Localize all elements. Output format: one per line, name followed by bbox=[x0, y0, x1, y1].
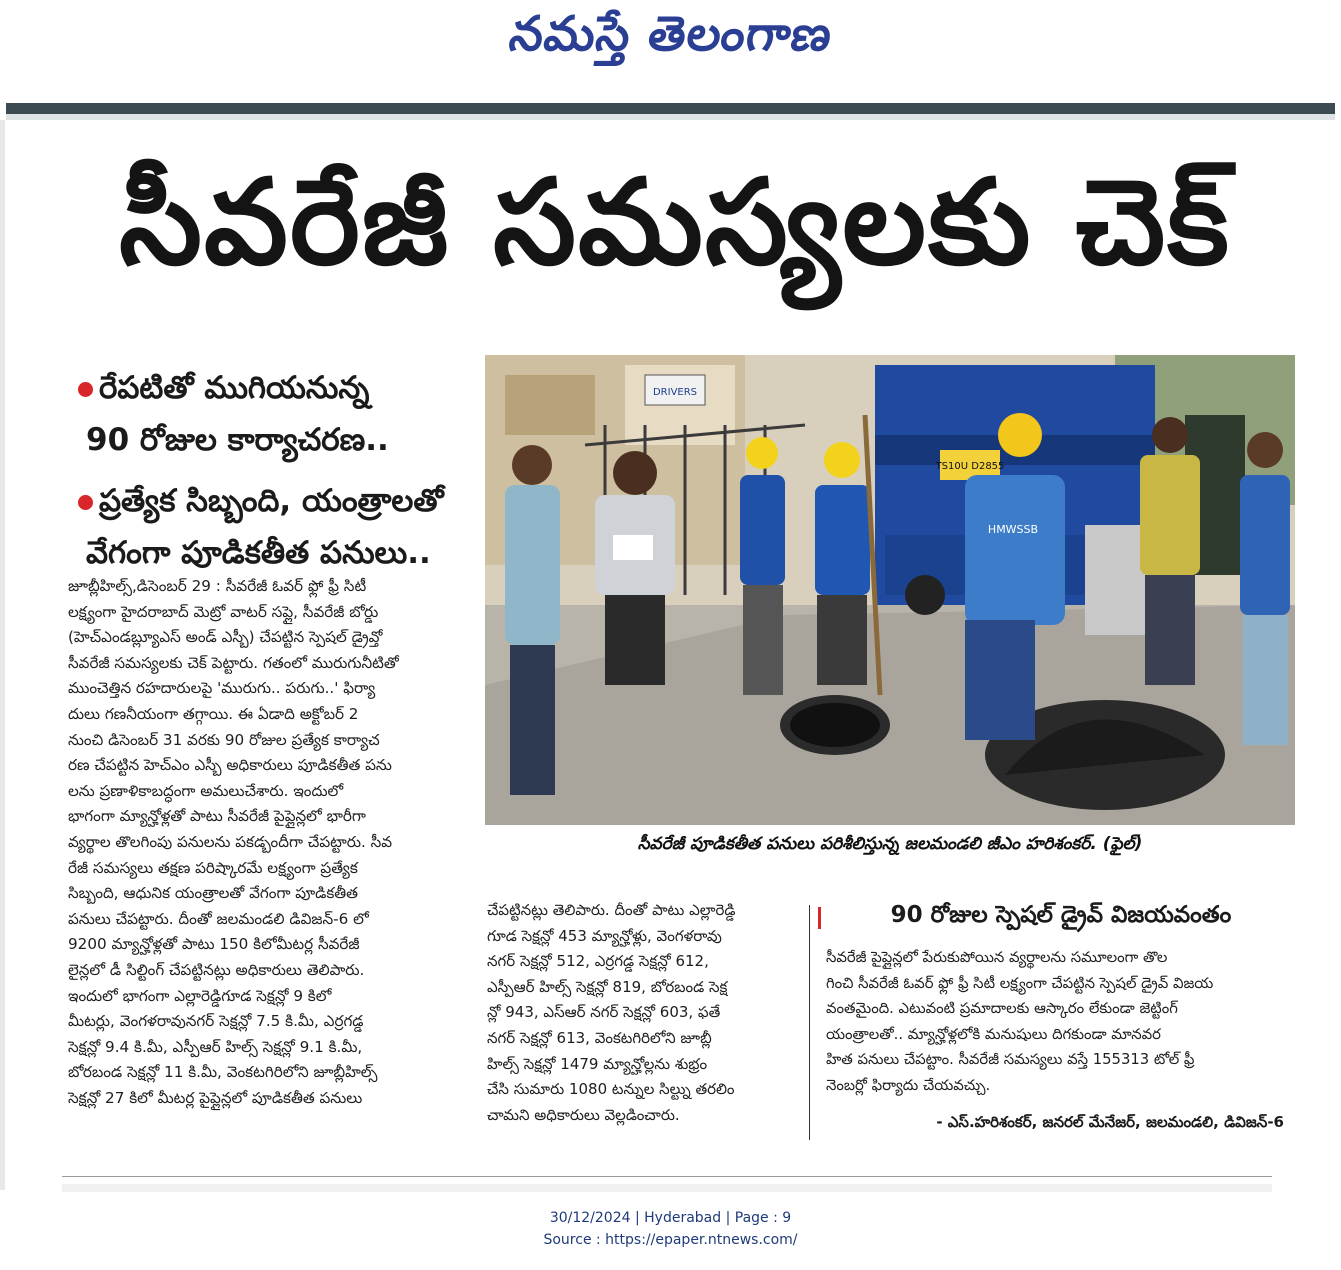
sidebar-signoff: - ఎస్.హరిశంకర్, జనరల్ మేనేజర్, జలమండలి, డివిజన్-6 bbox=[936, 1113, 1284, 1131]
masthead-title: నమస్తే తెలంగాణ bbox=[506, 6, 837, 62]
sidebar-line: యంత్రాలతో.. మ్యాన్హోళ్లలోకి మనుషులు దిగకుండా మానవర bbox=[826, 1025, 1161, 1043]
footer-source[interactable]: Source : https://epaper.ntnews.com/ bbox=[543, 1232, 798, 1248]
photo-caption: సీవరేజీ పూడికతీత పనులు పరిశీలిస్తున్న జలమండలి జీఎం హరిశంకర్. (ఫైల్) bbox=[637, 834, 1143, 854]
masthead-rule bbox=[6, 103, 1335, 114]
article-line: రేజీ సమస్యలు తక్షణ పరిష్కారమే లక్ష్యంగా ప్రత్యేక bbox=[68, 858, 358, 877]
sidebar-accent bbox=[818, 907, 821, 929]
article-line: న్లో 943, ఎస్ఆర్ నగర్ సెక్షన్లో 603, ఫతే bbox=[487, 1003, 721, 1022]
masthead-rule-shadow bbox=[6, 114, 1335, 120]
article-line: నగర్ సెక్షన్లో 512, ఎర్రగడ్డ సెక్షన్లో 612, bbox=[487, 952, 709, 971]
article-line: 9200 మ్యాన్హోళ్లతో పాటు 150 కిలోమీటర్ల సీవరేజీ bbox=[68, 935, 360, 954]
bullet-1 bbox=[78, 370, 369, 413]
article-column-1 bbox=[68, 574, 468, 1111]
column-divider bbox=[809, 905, 810, 1140]
article-line: రణ చేపట్టిన హెచ్ఎం ఎస్బీ అధికారులు పూడికతీత పను bbox=[68, 756, 392, 775]
article-line: లక్ష్యంగా హైదరాబాద్ మెట్రో వాటర్ సప్లై, సీవరేజీ బోర్డు bbox=[68, 602, 379, 621]
article-line: ముంచెత్తిన రహదారులపై 'మురుగు.. పరుగు..' ఫిర్యా bbox=[68, 679, 376, 698]
footer-dateline: 30/12/2024 | Hyderabad | Page : 9 bbox=[549, 1210, 792, 1226]
article-line: ఇందులో భాగంగా ఎల్లారెడ్డిగూడ సెక్షన్లో 9 కిలో bbox=[68, 986, 332, 1005]
article-line: మీటర్లు, వెంగళరావునగర్ సెక్షన్లో 7.5 కి.మీ, ఎర్రగడ్డ bbox=[68, 1012, 364, 1031]
article-column-2 bbox=[487, 898, 799, 1128]
sidebar-heading: 90 రోజుల స్పెషల్ డ్రైవ్ విజయవంతం bbox=[890, 902, 1232, 928]
bullet-dot-icon bbox=[78, 495, 93, 510]
article-line: చేసి సుమారు 1080 టన్నుల సిల్ట్ను తరలిం bbox=[487, 1080, 735, 1099]
article-line: జూబ్లీహిల్స్,డిసెంబర్ 29 : సీవరేజీ ఓవర్ ఫ్లో ఫ్రీ సిటీ bbox=[68, 577, 367, 595]
article-line: వ్యర్థాల తొలగింపు పనులను పకడ్బందీగా చేపట్టారు. సీవ bbox=[68, 832, 393, 851]
bullet-1-line1: రేపటితో ముగియనున్న bbox=[99, 370, 370, 406]
article-line: సీవరేజీ సమస్యలకు చెక్ పెట్టారు. గతంలో మురుగునీటితో bbox=[68, 653, 399, 672]
article-line: ఎస్పీఆర్ హిల్స్ సెక్షన్లో 819, బోరబండ సెక్ష bbox=[487, 977, 728, 996]
sidebar-line: గించి సీవరేజీ ఓవర్ ఫ్లో ఫ్రీ సిటీ లక్ష్యంగా చేపట్టిన స్పెషల్ డ్రైవ్ విజయ bbox=[826, 974, 1214, 992]
sidebar-line: నెంబర్లో ఫిర్యాదు చేయవచ్చు. bbox=[826, 1076, 991, 1094]
article-line: సెక్షన్లో 27 కిలో మీటర్ల పైప్లైన్లలో పూడికతీత పనులు bbox=[68, 1088, 363, 1107]
bullet-2 bbox=[78, 483, 444, 526]
bullet-1-line2: 90 రోజుల కార్యాచరణ.. bbox=[86, 422, 389, 458]
article-line: చామని అధికారులు వెల్లడించారు. bbox=[487, 1105, 680, 1124]
article-line: గూడ సెక్షన్లో 453 మ్యాన్హోళ్లు, వెంగళరావు bbox=[487, 926, 722, 945]
bottom-shade bbox=[62, 1184, 1272, 1192]
article-line: లైన్లలో డీ సిల్టింగ్ చేపట్టినట్లు అధికారులు తెలిపారు. bbox=[68, 960, 365, 979]
truck-plate: TS10U D2855 bbox=[935, 461, 1005, 472]
article-line: సెక్షన్లో 9.4 కి.మీ, ఎస్పీఆర్ హిల్స్ సెక్షన్లో 9.1 కి.మీ, bbox=[68, 1037, 363, 1056]
article-line: సిబ్బంది, ఆధునిక యంత్రాలతో వేగంగా పూడికతీత bbox=[68, 884, 358, 903]
article-line: (హెచ్ఎండబ్ల్యూఎస్ అండ్ ఎస్బీ) చేపట్టిన స్పెషల్ డ్రైవ్తో bbox=[68, 628, 383, 647]
bottom-rule bbox=[62, 1176, 1272, 1177]
vest-badge: HMWSSB bbox=[987, 523, 1039, 536]
sidebar-line: హిత పనులు చేపట్టాం. సీవరేజీ సమస్యలు వస్తే 155313 టోల్ ఫ్రీ bbox=[826, 1051, 1195, 1069]
article-line: దులు గణనీయంగా తగ్గాయి. ఈ ఏడాది అక్టోబర్ 2 bbox=[68, 704, 359, 723]
masthead bbox=[0, 0, 1341, 80]
sidebar-line: వంతమైంది. ఎటువంటి ప్రమాదాలకు ఆస్కారం లేకుండా జెట్టింగ్ bbox=[826, 1000, 1178, 1018]
article-line: చేపట్టినట్లు తెలిపారు. దీంతో పాటు ఎల్లారెడ్డి bbox=[487, 901, 736, 919]
article-line: భాగంగా మ్యాన్హోళ్లతో పాటు సీవరేజీ పైప్లైన్లలో భారీగా bbox=[68, 807, 366, 826]
bullet-2-line2: వేగంగా పూడికతీత పనులు.. bbox=[86, 535, 431, 571]
bullet-dot-icon bbox=[78, 382, 93, 397]
headline: సీవరేజీ సమస్యలకు చెక్ bbox=[119, 153, 1231, 291]
bullet-2-line1: ప్రత్యేక సిబ్బంది, యంత్రాలతో bbox=[99, 483, 444, 519]
article-line: లను ప్రణాళికాబద్ధంగా అమలుచేశారు. ఇందులో bbox=[68, 781, 344, 800]
article-line: నగర్ సెక్షన్లో 613, వెంకటగిరిలోని జూబ్లీ bbox=[487, 1028, 712, 1047]
page-edge bbox=[0, 120, 5, 1190]
article-line: బోరబండ సెక్షన్లో 11 కి.మీ, వెంకటగిరిలోని జూబ్లీహిల్స్ bbox=[68, 1063, 378, 1082]
news-photo-illustration bbox=[485, 355, 1295, 825]
article-line: పనులు చేపట్టారు. దీంతో జలమండలి డివిజన్-6 లో bbox=[68, 909, 369, 928]
sidebar-line: సీవరేజీ పైప్లైన్లలో పేరుకుపోయిన వ్యర్థాలను సమూలంగా తొల bbox=[826, 949, 1168, 966]
article-line: నుంచి డిసెంబర్ 31 వరకు 90 రోజుల ప్రత్యేక కార్యాచ bbox=[68, 730, 380, 749]
news-photo bbox=[485, 355, 1295, 825]
sidebar-body bbox=[826, 945, 1288, 1099]
article-line: హిల్స్ సెక్షన్లో 1479 మ్యాన్హోల్లను శుభ్రం bbox=[487, 1054, 708, 1073]
photo-sign: DRIVERS bbox=[652, 387, 698, 398]
